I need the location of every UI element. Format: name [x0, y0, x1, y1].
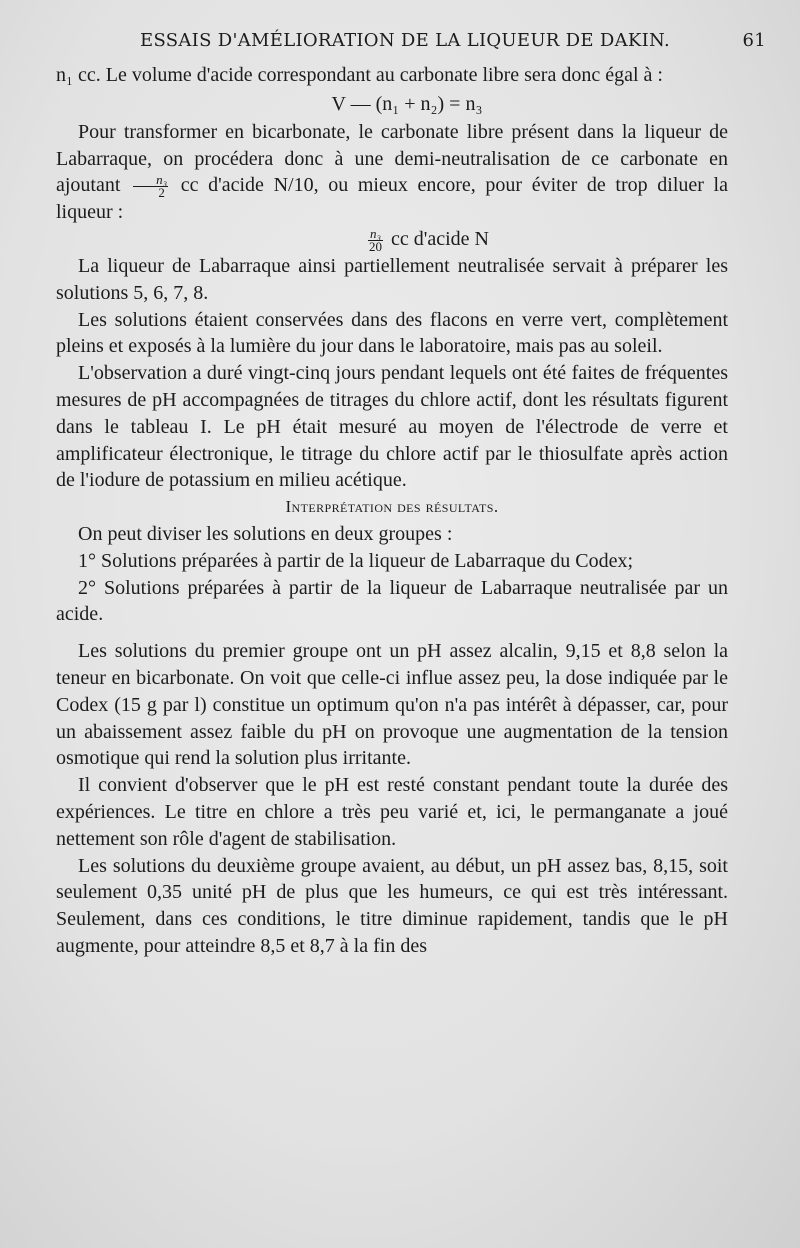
body-text	[56, 62, 728, 960]
paragraph-2-part-b: cc d'acide N/10, ou mieux encore, pour éviter de trop diluer la liqueur :	[56, 174, 728, 224]
fraction-numerator: n₃	[369, 226, 382, 241]
paragraph-1: n₁ cc. Le volume d'acide correspondant au carbonate libre sera donc égal à :	[56, 64, 663, 86]
paragraph-3: La liqueur de Labarraque ainsi partiellement neutralisée servait à préparer les solutions 5, 6, 7, 8.	[56, 255, 728, 304]
paragraph-8: Il convient d'observer que le pH est resté constant pendant toute la durée des expériences. Le titre en chlore a très peu varié et, ici, le permanganate a joué nettement son rôle d'agent de stabilisation.	[56, 774, 728, 850]
paragraph-7: Les solutions du premier groupe ont un pH assez alcalin, 9,15 et 8,8 selon la teneur en bicarbonate. On voit que celle-ci influe assez peu, la dose indiquée par le Codex (15 g par l) constitue un optimum qu'on n'a pas intérêt à dépasser, car, pour un abaissement assez faible du pH on provoque une augmentation de la tension osmotique qui rend la solution plus irritante.	[56, 640, 728, 770]
fraction-denominator: 2	[158, 185, 165, 201]
paragraph-9: Les solutions du deuxième groupe avaient, au début, un pH assez bas, 8,15, soit seulement 0,35 unité pH de plus que les humeurs, ce qui est très intéressant. Seulement, dans ces conditions, le titre diminue rapidement, tandis que le pH augmente, pour atteindre 8,5 et 8,7 à la fin des	[56, 854, 728, 957]
paragraph-2	[56, 119, 728, 226]
list-item-2: 2° Solutions préparées à partir de la liqueur de Labarraque neutralisée par un acide.	[56, 576, 728, 626]
paragraph-6: On peut diviser les solutions en deux groupes :	[78, 522, 453, 545]
section-heading: Interprétation des résultats.	[285, 497, 499, 517]
formula-2-text: cc d'acide N	[391, 228, 489, 251]
list-item-1: 1° Solutions préparées à partir de la liqueur de Labarraque du Codex;	[78, 549, 634, 572]
fraction-n3-over-20	[368, 228, 383, 253]
fraction-n3-over-2	[133, 174, 168, 199]
page-number: 61	[742, 30, 766, 51]
formula-2	[56, 226, 728, 253]
formula-1: V — (n₁ + n₂) = n₃	[331, 92, 483, 115]
fraction-denominator: 20	[369, 239, 382, 254]
fraction-numerator: n₃	[133, 174, 168, 187]
paragraph-5: L'observation a duré vingt-cinq jours pendant lequels ont été faites de fréquentes mesures de pH accompagnées de titrages du chlore actif, dont les résultats figurent dans le tableau I. Le pH était mesuré au moyen de l'électrode de verre et amplificateur électronique, le titrage du chlore actif par le thiosulfate après action de l'iodure de potassium en milieu acétique.	[56, 362, 728, 492]
paragraph-2-part-a: Pour transformer en bicarbonate, le carbonate libre présent dans la liqueur de Labarraque, on procédera donc à une demi-neutralisation de ce carbonate en ajoutant	[56, 120, 728, 197]
paragraph-4: Les solutions étaient conservées dans des flacons en verre vert, complètement pleins et exposés à la lumière du jour dans le laboratoire, mais pas au soleil.	[56, 308, 728, 358]
running-title: ESSAIS D'AMÉLIORATION DE LA LIQUEUR DE DAKIN.	[140, 30, 670, 51]
